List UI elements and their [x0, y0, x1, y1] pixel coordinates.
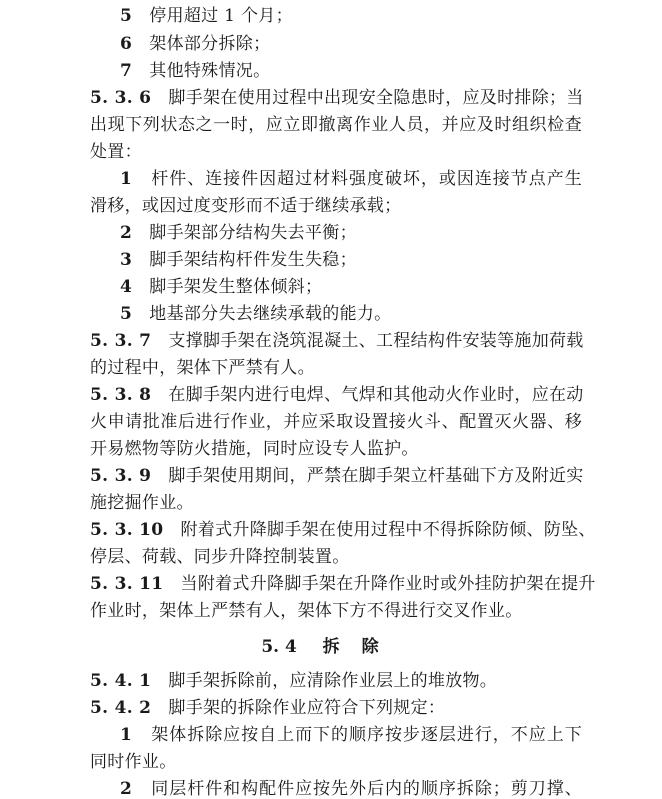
list-item [120, 61, 270, 81]
clause-number: 5. 3. 11 [90, 574, 164, 594]
section-heading [0, 637, 662, 657]
clause-text: 当附着式升降脚手架在升降作业时或外挂防护架在提升 [180, 574, 596, 594]
item-number: 5 [120, 6, 133, 26]
list-item [120, 223, 357, 243]
list-item [120, 779, 582, 799]
list-item [120, 725, 582, 745]
item-number: 1 [120, 725, 133, 745]
clause-text-line: 作业时，架体上严禁有人，架体下方不得进行交叉作业。 [90, 601, 523, 621]
item-text: 架体部分拆除； [149, 34, 271, 54]
clause-text: 附着式升降脚手架在使用过程中不得拆除防倾、防坠、 [180, 520, 596, 540]
list-item [120, 34, 270, 54]
clause-text-line: 停层、荷载、同步升降控制装置。 [90, 547, 350, 567]
section-title: 拆除 [322, 637, 401, 657]
clause-5-4-1 [90, 671, 497, 691]
clause-number: 5. 3. 6 [90, 88, 152, 108]
clause-text: 支撑脚手架在浇筑混凝土、工程结构件安装等施加荷载 [168, 331, 584, 351]
clause-5-3-7 [90, 331, 582, 351]
clause-text-line: 的过程中，架体下严禁有人。 [90, 358, 315, 378]
item-text: 脚手架发生整体倾斜； [149, 277, 323, 297]
item-text-line: 滑移，或因过度变形而不适于继续承载； [90, 196, 402, 216]
item-number: 7 [120, 61, 133, 81]
list-item [120, 304, 391, 324]
clause-5-3-11 [90, 574, 596, 594]
clause-number: 5. 4. 2 [90, 698, 152, 718]
section-number: 5. 4 [261, 637, 297, 657]
item-text: 停用超过 1 个月； [149, 6, 293, 26]
clause-number: 5. 4. 1 [90, 671, 152, 691]
clause-text-line: 开易燃物等防火措施，同时应设专人监护。 [90, 439, 419, 459]
clause-text: 脚手架的拆除作业应符合下列规定： [168, 698, 446, 718]
item-text: 地基部分失去继续承载的能力。 [149, 304, 392, 324]
clause-number: 5. 3. 7 [90, 331, 152, 351]
clause-text: 脚手架拆除前，应清除作业层上的堆放物。 [168, 671, 498, 691]
clause-text-line: 出现下列状态之一时，应立即撤离作业人员，并应及时组织检查 [90, 115, 582, 135]
item-number: 1 [120, 169, 133, 189]
item-text: 其他特殊情况。 [149, 61, 271, 81]
item-text: 杆件、连接件因超过材料强度破坏，或因连接节点产生 [151, 169, 582, 189]
clause-5-3-10 [90, 520, 596, 540]
item-text: 脚手架结构杆件发生失稳； [149, 250, 357, 270]
clause-text: 脚手架在使用过程中出现安全隐患时，应及时排除；当 [168, 88, 584, 108]
list-item [120, 169, 582, 189]
clause-number: 5. 3. 8 [90, 385, 152, 405]
clause-5-3-6 [90, 88, 582, 108]
clause-5-3-8 [90, 385, 582, 405]
item-number: 3 [120, 250, 133, 270]
item-text: 架体拆除应按自上而下的顺序按步逐层进行，不应上下 [151, 725, 582, 745]
item-number: 6 [120, 34, 133, 54]
item-text: 脚手架部分结构失去平衡； [149, 223, 357, 243]
item-text-line: 同时作业。 [90, 752, 177, 772]
item-number: 2 [120, 223, 133, 243]
item-number: 5 [120, 304, 133, 324]
clause-text: 脚手架使用期间，严禁在脚手架立杆基础下方及附近实 [168, 466, 584, 486]
clause-5-4-2 [90, 698, 445, 718]
clause-5-3-9 [90, 466, 582, 486]
list-item [120, 277, 322, 297]
list-item [120, 6, 293, 26]
item-number: 2 [120, 779, 133, 799]
clause-number: 5. 3. 10 [90, 520, 164, 540]
clause-text: 在脚手架内进行电焊、气焊和其他动火作业时，应在动 [168, 385, 584, 405]
list-item [120, 250, 357, 270]
clause-text-line: 火申请批准后进行作业，并应采取设置接火斗、配置灭火器、移 [90, 412, 582, 432]
clause-number: 5. 3. 9 [90, 466, 152, 486]
item-number: 4 [120, 277, 133, 297]
clause-text-line: 施挖掘作业。 [90, 493, 194, 513]
item-text: 同层杆件和构配件应按先外后内的顺序拆除；剪刀撑、 [151, 779, 582, 799]
clause-text-line: 处置： [90, 142, 142, 162]
